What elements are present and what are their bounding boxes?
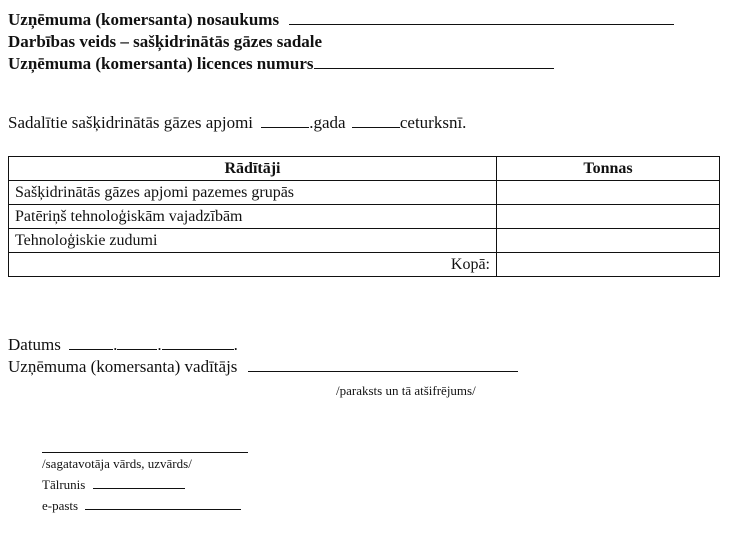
row-label: Sašķidrinātās gāzes apjomi pazemes grupās bbox=[9, 181, 497, 205]
phone-label: Tālrunis bbox=[42, 477, 86, 492]
period-prefix: Sadalītie sašķidrinātās gāzes apjomi bbox=[8, 113, 254, 132]
preparer-name-line[interactable] bbox=[42, 452, 248, 453]
license-number-label: Uzņēmuma (komersanta) licences numurs bbox=[8, 54, 314, 73]
column-header-tonnes: Tonnas bbox=[497, 157, 720, 181]
table-total-row bbox=[9, 253, 720, 277]
table-header-row bbox=[9, 157, 720, 181]
date-day-field[interactable] bbox=[69, 335, 113, 350]
year-field[interactable] bbox=[261, 113, 309, 128]
email-label: e-pasts bbox=[42, 498, 79, 513]
company-name-row bbox=[8, 10, 674, 30]
company-name-label: Uzņēmuma (komersanta) nosaukums bbox=[8, 10, 280, 29]
table-row bbox=[9, 205, 720, 229]
total-label: Kopā: bbox=[9, 253, 497, 277]
license-number-row bbox=[8, 54, 554, 74]
row-value-cell[interactable] bbox=[497, 205, 720, 229]
total-value-cell[interactable] bbox=[497, 253, 720, 277]
email-field[interactable] bbox=[85, 498, 241, 510]
volumes-table bbox=[8, 156, 720, 277]
email-row bbox=[42, 498, 241, 514]
date-row: Datums . . . bbox=[8, 335, 238, 354]
column-header-indicators: Rādītāji bbox=[9, 157, 497, 181]
year-suffix: .gada bbox=[309, 113, 346, 132]
head-signature-row bbox=[8, 357, 518, 377]
date-label: Datums bbox=[8, 335, 61, 354]
row-label: Tehnoloģiskie zudumi bbox=[9, 229, 497, 253]
date-month-field[interactable] bbox=[117, 335, 157, 350]
head-signature-field[interactable] bbox=[248, 357, 518, 372]
row-value-cell[interactable] bbox=[497, 181, 720, 205]
quarter-field[interactable] bbox=[352, 113, 400, 128]
company-name-field[interactable] bbox=[289, 10, 674, 25]
preparer-name-caption: /sagatavotāja vārds, uzvārds/ bbox=[42, 456, 192, 471]
head-label: Uzņēmuma (komersanta) vadītājs bbox=[8, 357, 238, 376]
row-label: Patēriņš tehnoloģiskām vajadzībām bbox=[9, 205, 497, 229]
table-row bbox=[9, 181, 720, 205]
quarter-suffix: ceturksnī. bbox=[399, 113, 467, 132]
activity-type: Darbības veids – sašķidrinātās gāzes sadale bbox=[8, 32, 323, 51]
phone-field[interactable] bbox=[93, 477, 185, 489]
phone-row bbox=[42, 477, 185, 493]
period-row bbox=[8, 113, 466, 133]
row-value-cell[interactable] bbox=[497, 229, 720, 253]
license-number-field[interactable] bbox=[314, 54, 554, 69]
signature-caption: /paraksts un tā atšifrējums/ bbox=[336, 383, 476, 398]
date-year-field[interactable] bbox=[162, 335, 234, 350]
table-row bbox=[9, 229, 720, 253]
